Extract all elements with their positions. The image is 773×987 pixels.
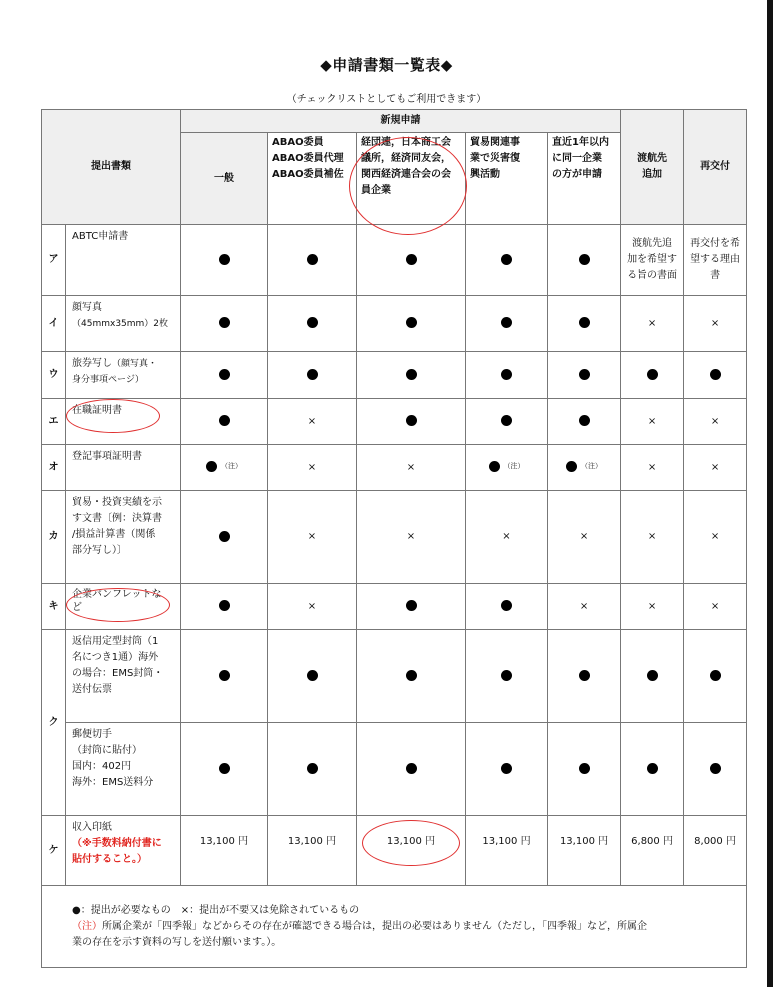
row-doc-name [66,491,181,584]
header-recent-line: に同一企業 [552,153,602,164]
header-add-destination-label: 渡航先追加 [637,153,668,180]
legend-row [42,886,747,968]
required-dot [181,352,268,399]
required-dot [268,630,357,723]
required-dot [357,296,466,352]
not-required-cross: × [268,445,357,491]
required-dot [268,723,357,816]
table-row [42,445,747,491]
header-keidanren-line: 経団連，日本商工会 [361,137,451,148]
fee-travel: 6,800 円 [621,816,684,886]
note-mark: （注） [503,461,525,470]
not-required-cross: × [621,491,684,584]
doc-line: す文書〔例：決算書 [72,513,162,524]
doc-line: 貿易・投資実績を示 [72,497,162,508]
required-dot [684,723,747,816]
required-dot [181,584,268,630]
required-dot [621,630,684,723]
table-row [42,399,747,445]
table-row [42,491,747,584]
not-required-cross: × [621,296,684,352]
doc-name-small: （顔写真・ [112,359,158,369]
row-letter: ク [42,630,66,816]
row-letter: ウ [42,352,66,399]
not-required-cross: × [268,491,357,584]
row-doc-name: 登記事項証明書 [66,445,181,491]
required-dot [181,399,268,445]
header-keidanren-line: 関西経済連合会の会 [361,169,451,180]
row-letter: イ [42,296,66,352]
header-abac-line: ABAO委員補佐 [272,169,344,180]
header-abac-line: ABAO委員代理 [272,153,344,164]
header-add-destination [621,110,684,225]
required-dot [181,296,268,352]
not-required-cross: × [621,584,684,630]
required-dot [357,225,466,296]
header-keidanren-line: 議所，経済同友会， [361,153,451,164]
row-letter: エ [42,399,66,445]
required-dot [357,630,466,723]
required-dot [466,630,548,723]
not-required-cross: × [466,491,548,584]
legend-note [72,919,716,935]
header-recent-line: 直近1年以内 [552,137,609,148]
header-trade [466,133,548,225]
row-doc-name: ABTC申請書 [66,225,181,296]
required-dot [357,584,466,630]
header-new-application: 新規申請 [181,110,621,133]
required-dot [621,723,684,816]
table-row [42,723,747,816]
row-doc-name [66,352,181,399]
table-row [42,296,747,352]
table-row [42,630,747,723]
not-required-cross: × [684,584,747,630]
required-dot [548,225,621,296]
application-documents-table [41,109,747,968]
required-dot [268,352,357,399]
header-reissue: 再交付 [684,110,747,225]
table-row [42,352,747,399]
doc-line: /損益計算書（関係 [72,529,156,540]
required-dot [466,723,548,816]
note-line: 再交付を希 [690,238,741,249]
required-dot [268,296,357,352]
header-documents: 提出書類 [42,110,181,225]
required-dot [268,225,357,296]
doc-name-sub: （45mmx35mm）2枚 [72,319,169,329]
required-dot [466,296,548,352]
row-letter: キ [42,584,66,630]
required-dot [181,491,268,584]
doc-line: 送付伝票 [72,684,112,695]
required-dot [684,630,747,723]
doc-name-text: 旅券写し [72,358,112,369]
not-required-cross: × [357,445,466,491]
header-abac-line: ABAO委員 [272,137,324,148]
header-trade-line: 興活動 [470,169,500,180]
doc-line: 国内：402円 [72,761,132,772]
required-dot [548,723,621,816]
header-keidanren [357,133,466,225]
header-general: 一般 [181,133,268,225]
required-dot [621,352,684,399]
fee-abac: 13,100 円 [268,816,357,886]
header-trade-line: 業で災害復 [470,153,520,164]
required-dot [466,352,548,399]
not-required-cross: × [357,491,466,584]
fee-trade: 13,100 円 [466,816,548,886]
legend-line: 業の存在を示す資料の写しを送付願います。）。 [72,936,282,948]
required-dot [548,399,621,445]
not-required-cross: × [621,445,684,491]
doc-line: ど [72,602,82,613]
note-line: 望する理由 [690,254,741,265]
fee-general: 13,100 円 [181,816,268,886]
right-edge-border [767,0,773,987]
travel-doc-note [621,225,684,296]
row-doc-name [66,296,181,352]
note-line: る旨の書面 [627,270,678,281]
not-required-cross: × [548,584,621,630]
row-doc-name [66,630,181,723]
required-dot [181,630,268,723]
row-doc-name: 在職証明書 [66,399,181,445]
table-row [42,816,747,886]
not-required-cross: × [548,491,621,584]
fee-reissue: 8,000 円 [684,816,747,886]
required-dot [357,723,466,816]
row-doc-name [66,816,181,886]
doc-line: 部分写し）〕 [72,545,127,556]
legend [42,886,747,968]
row-doc-name [66,584,181,630]
table-row [42,584,747,630]
required-dot [357,399,466,445]
doc-line: 海外：EMS送料分 [72,777,154,788]
doc-line: （封筒に貼付） [72,745,142,756]
doc-name-sub: 身分事項ページ） [72,375,144,385]
table-row [42,225,747,296]
row-doc-name [66,723,181,816]
not-required-cross: × [684,445,747,491]
required-dot-with-note [181,445,268,491]
required-dot [548,296,621,352]
header-abac [268,133,357,225]
doc-line: 企業パンフレットな [72,589,162,600]
required-dot-with-note [466,445,548,491]
note-line: 書 [710,270,721,281]
note-line: 加を希望す [627,254,678,265]
not-required-cross: × [684,491,747,584]
doc-line: の場合：EMS封筒・ [72,668,164,679]
header-trade-line: 貿易関連事 [470,137,520,148]
doc-red-note: （※手数料納付書に [72,838,162,849]
row-letter: オ [42,445,66,491]
note-line: 渡航先追 [632,238,673,249]
note-text: 所属企業が「四季報」などからその存在が確認できる場合は，提出の必要はありません（ただし，「四季報」など，所属企 [102,920,647,932]
legend-line: ●：提出が必要なもの ×：提出が不要又は免除されているもの [72,904,360,916]
note-mark: （注） [581,461,603,470]
doc-line: 名につき1通）海外 [72,652,159,663]
note-label: （注） [72,920,102,932]
not-required-cross: × [684,296,747,352]
required-dot [466,399,548,445]
header-recent [548,133,621,225]
row-letter: ア [42,225,66,296]
fee-recent: 13,100 円 [548,816,621,886]
doc-name-text: 顔写真 [72,302,102,313]
not-required-cross: × [268,584,357,630]
header-recent-line: の方が申請 [552,169,602,180]
page-title: ◆申請書類一覧表◆ [320,56,453,74]
required-dot [548,352,621,399]
required-dot [466,584,548,630]
required-dot [684,352,747,399]
fee-keidanren: 13,100 円 [357,816,466,886]
required-dot [466,225,548,296]
required-dot [181,723,268,816]
doc-line: 返信用定型封筒（1 [72,636,159,647]
row-letter: ケ [42,816,66,886]
doc-line: 郵便切手 [72,729,112,740]
note-mark: （注） [221,461,242,470]
reissue-doc-note [684,225,747,296]
doc-red-note: 貼付すること。） [72,854,147,865]
not-required-cross: × [621,399,684,445]
required-dot [357,352,466,399]
doc-name-text: 収入印紙 [72,822,112,833]
required-dot [548,630,621,723]
header-keidanren-line: 員企業 [361,185,391,196]
row-letter: カ [42,491,66,584]
page-subtitle: （チェックリストとしてもご利用できます） [286,94,487,105]
required-dot-with-note [548,445,621,491]
required-dot [181,225,268,296]
not-required-cross: × [268,399,357,445]
not-required-cross: × [684,399,747,445]
